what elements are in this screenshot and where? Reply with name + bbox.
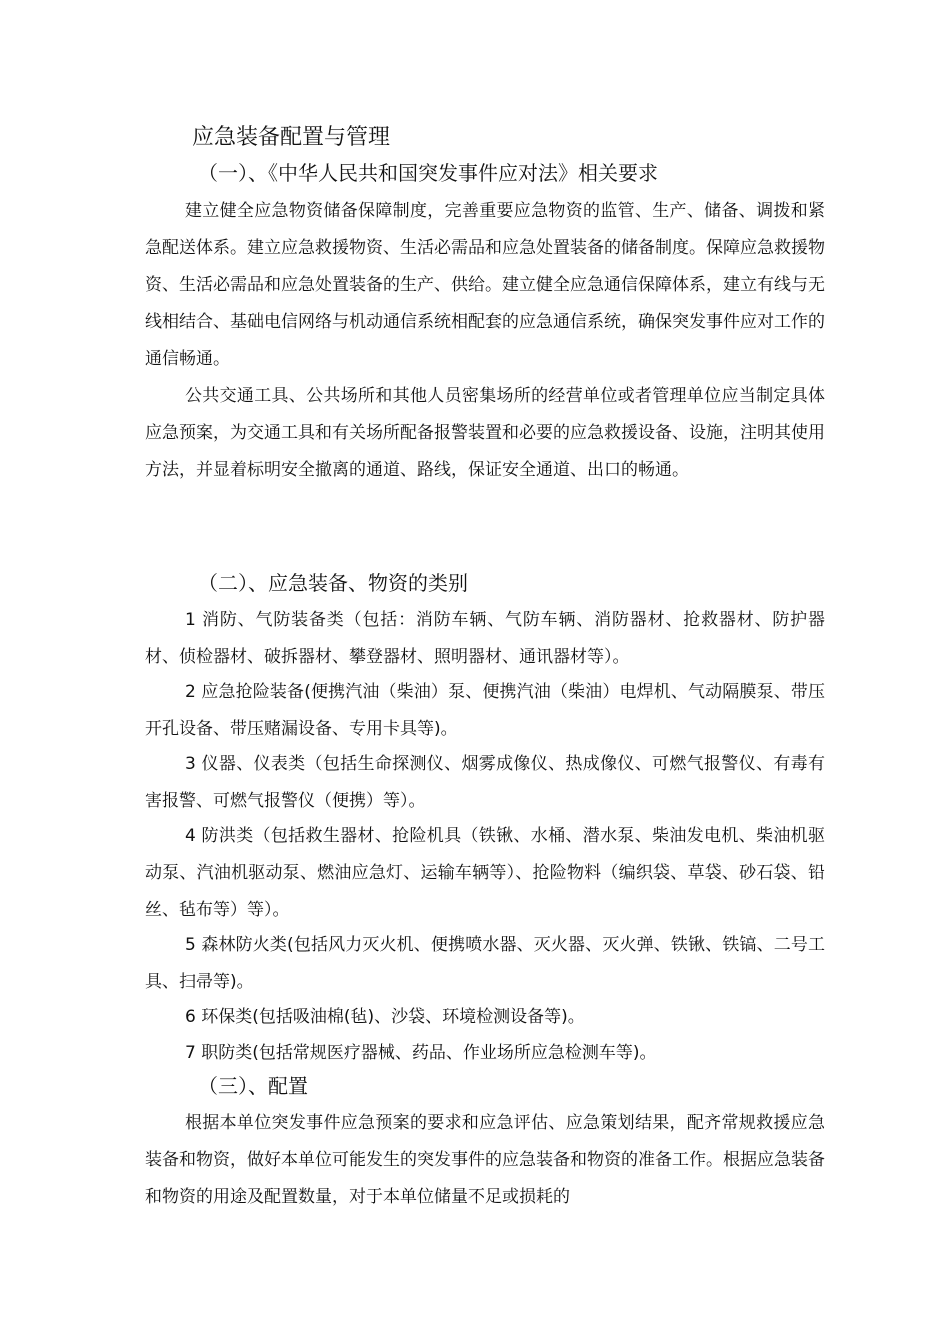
section-1-paragraph-2: 公共交通工具、公共场所和其他人员密集场所的经营单位或者管理单位应当制定具体应急预案，为交通工具和有关场所配备报警装置和必要的应急救援设备、设施，注明其使用方法，并显着标明安全撤离的通道、路线，保证安全通道、出口的畅通。 bbox=[145, 386, 825, 480]
section-2-item-1: 1 消防、气防装备类（包括：消防车辆、气防车辆、消防器材、抢救器材、防护器材、侦检器材、破拆器材、攀登器材、照明器材、通讯器材等）。 bbox=[145, 610, 825, 667]
section-2-item-4: 4 防洪类（包括救生器材、抢险机具（铁锹、水桶、潜水泵、柴油发电机、柴油机驱动泵、汽油机驱动泵、燃油应急灯、运输车辆等）、抢险物料（编织袋、草袋、砂石袋、铅丝、毡布等）等）。 bbox=[145, 826, 825, 920]
section-2-item-2: 2 应急抢险装备(便携汽油（柴油）泵、便携汽油（柴油）电焊机、气动隔膜泵、带压开孔设备、带压赌漏设备、专用卡具等)。 bbox=[145, 682, 825, 739]
section-2-heading: （二）、应急装备、物资的类别 bbox=[198, 571, 468, 595]
section-2-item-6: 6 环保类(包括吸油棉(毡)、沙袋、环境检测设备等)。 bbox=[185, 1007, 585, 1027]
section-3-paragraph-1: 根据本单位突发事件应急预案的要求和应急评估、应急策划结果，配齐常规救援应急装备和物资，做好本单位可能发生的突发事件的应急装备和物资的准备工作。根据应急装备和物资的用途及配置数量，对于本单位储量不足或损耗的 bbox=[145, 1113, 825, 1207]
section-3-heading: （三）、配置 bbox=[198, 1074, 308, 1098]
section-2-item-7: 7 职防类(包括常规医疗器械、药品、作业场所应急检测车等)。 bbox=[185, 1043, 657, 1063]
document-title: 应急装备配置与管理 bbox=[192, 125, 391, 150]
section-2-item-3: 3 仪器、仪表类（包括生命探测仪、烟雾成像仪、热成像仪、可燃气报警仪、有毒有害报警、可燃气报警仪（便携）等）。 bbox=[145, 754, 825, 811]
section-1-paragraph-1: 建立健全应急物资储备保障制度，完善重要应急物资的监管、生产、储备、调拨和紧急配送体系。建立应急救援物资、生活必需品和应急处置装备的储备制度。保障应急救援物资、生活必需品和应急处置装备的生产、供给。建立健全应急通信保障体系，建立有线与无线相结合、基础电信网络与机动通信系统相配套的应急通信系统，确保突发事件应对工作的通信畅通。 bbox=[145, 201, 825, 369]
section-2-item-5: 5 森林防火类(包括风力灭火机、便携喷水器、灭火器、灭火弹、铁锹、铁镐、二号工具、扫帚等)。 bbox=[145, 935, 825, 992]
section-1-heading: （一）、《中华人民共和国突发事件应对法》相关要求 bbox=[198, 161, 658, 185]
